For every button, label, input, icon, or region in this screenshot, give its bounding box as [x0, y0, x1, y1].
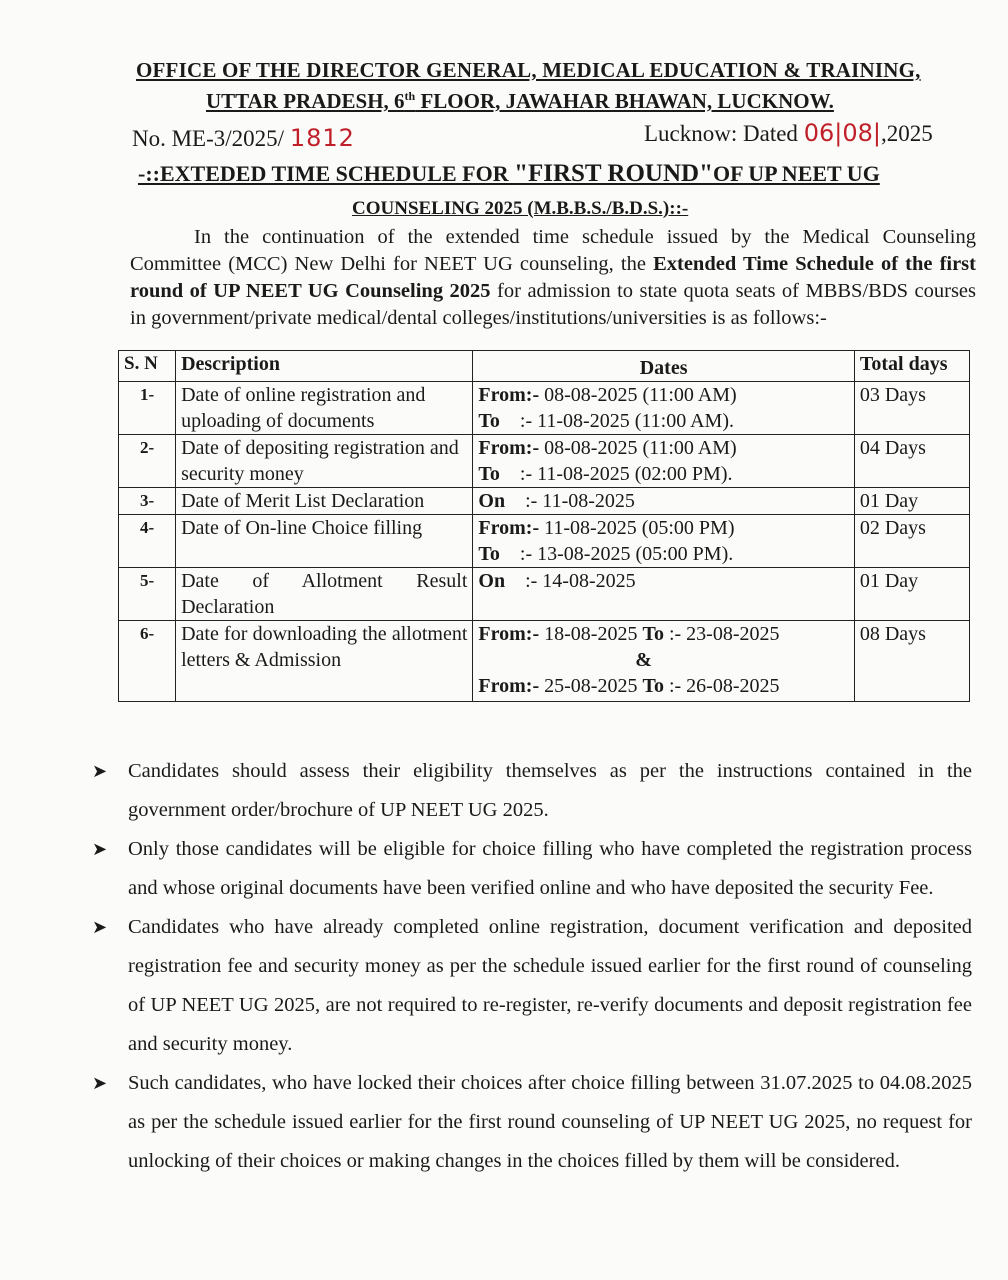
row-total-days: 01 Day: [854, 568, 969, 621]
list-item-text: Candidates who have already completed online registration, document verification and deposited registration fee and security money as per the schedule issued earlier for the first round of counseling of UP NEET UG 2025, are not required to re-register, re-verify documents and deposit registration fee and security money.: [128, 916, 972, 1055]
date-line: [478, 382, 848, 408]
table-row: [119, 515, 970, 568]
row-total-days: 02 Days: [854, 515, 969, 568]
row-dates: [473, 488, 854, 515]
notice-title-line1: [138, 160, 880, 188]
row-dates: [473, 435, 854, 488]
date-line: [478, 515, 848, 541]
notice-title-part3: OF UP NEET UG: [712, 161, 880, 186]
schedule-table: [118, 350, 970, 702]
date-label: From:-: [478, 437, 540, 459]
date-value: 25-08-2025: [539, 675, 643, 697]
date-label: To: [478, 410, 500, 432]
list-item: [92, 752, 972, 830]
list-item-text: Candidates should assess their eligibility themselves as per the instructions contained in the government order/brochure of UP NEET UG 2025.: [128, 760, 972, 821]
header-address-superscript: th: [404, 89, 416, 103]
handwritten-date: 06|08|: [803, 119, 881, 147]
date-value: 11-08-2025 (05:00 PM): [539, 517, 735, 539]
date-line: [478, 488, 848, 514]
date-line: [478, 621, 848, 647]
date-line: [478, 541, 848, 567]
date-label: To: [642, 623, 664, 645]
row-dates: [473, 382, 854, 435]
table-row: [119, 488, 970, 515]
date-line: [478, 461, 848, 487]
date-label: From:-: [478, 517, 540, 539]
list-item-text: Such candidates, who have locked their choices after choice filling between 31.07.2025 to 04.08.2025 as per the schedule issued earlier for the first round counseling of UP NEET UG 2025, no request for unlocking of their choices or making changes in the choices filled by them will be considered.: [128, 1072, 972, 1172]
header-address-part2: FLOOR, JAWAHAR BHAWAN, LUCKNOW.: [415, 89, 834, 113]
date-value: :- 11-08-2025 (11:00 AM).: [499, 410, 734, 432]
list-item: [92, 1064, 972, 1181]
row-description: Date of Allotment Result Declaration: [176, 568, 473, 621]
row-total-days: 01 Day: [854, 488, 969, 515]
row-serial-number: 2-: [119, 435, 176, 488]
reference-number-prefix: No. ME-3/2025/: [132, 126, 290, 151]
date-label: On: [478, 490, 506, 512]
date-value: :- 13-08-2025 (05:00 PM).: [499, 543, 734, 565]
date-line: [478, 568, 848, 594]
date-label: To: [478, 463, 500, 485]
reference-number: [132, 124, 355, 152]
date-label: To: [478, 543, 500, 565]
date-value: 08-08-2025 (11:00 AM): [539, 384, 737, 406]
table-row: [119, 621, 970, 702]
notice-title-part1: -::EXTEDED TIME SCHEDULE FOR: [138, 161, 515, 186]
header-dates: Dates: [473, 351, 854, 382]
date-value: :- 23-08-2025: [663, 623, 780, 645]
row-description: Date for downloading the allotment letters & Admission: [176, 621, 473, 702]
arrowhead-bullet-icon: ➤: [92, 917, 108, 938]
list-item: [92, 830, 972, 908]
row-dates: [473, 515, 854, 568]
row-total-days: 03 Days: [854, 382, 969, 435]
row-description: Date of Merit List Declaration: [176, 488, 473, 515]
date-value: :- 11-08-2025: [505, 490, 635, 512]
notice-title-line2: COUNSELING 2025 (M.B.B.S./B.D.S.)::-: [352, 198, 689, 219]
arrowhead-bullet-icon: ➤: [92, 839, 108, 860]
handwritten-reference-number: 1812: [289, 124, 355, 152]
date-label: From:-: [478, 675, 540, 697]
row-description: Date of depositing registration and security money: [176, 435, 473, 488]
table-row: [119, 382, 970, 435]
row-serial-number: 4-: [119, 515, 176, 568]
row-serial-number: 5-: [119, 568, 176, 621]
date-label: On: [478, 570, 506, 592]
row-serial-number: 3-: [119, 488, 176, 515]
notice-title-round: "FIRST ROUND": [514, 160, 713, 187]
header-total-days: Total days: [854, 351, 969, 382]
date-value: 18-08-2025: [539, 623, 643, 645]
date-label: From:-: [478, 623, 540, 645]
row-total-days: 08 Days: [854, 621, 969, 702]
row-dates: [473, 621, 854, 702]
intro-text-bold: Extended Time Schedule of the first round of UP NEET UG Counseling 2025: [130, 253, 976, 302]
intro-text-end: for admission to state quota seats of MBBS/BDS courses in government/private medical/dental colleges/institutions/universities is as follows:-: [130, 280, 976, 329]
row-serial-number: 6-: [119, 621, 176, 702]
table-header-row: [119, 351, 970, 382]
date-label: From:-: [478, 384, 540, 406]
row-serial-number: 1-: [119, 382, 176, 435]
table-row: [119, 435, 970, 488]
table-row: [119, 568, 970, 621]
date-value: :- 14-08-2025: [505, 570, 636, 592]
date-value: 08-08-2025 (11:00 AM): [539, 437, 737, 459]
intro-text-start: In the continuation of the extended time schedule issued by the Medical Counseling Committee (MCC) New Delhi for NEET UG counseling, the: [130, 226, 976, 275]
date-range-separator: &: [635, 649, 652, 671]
arrowhead-bullet-icon: ➤: [92, 1073, 108, 1094]
letter-date-year: ,2025: [880, 121, 933, 146]
row-description: Date of online registration and uploading of documents: [176, 382, 473, 435]
date-value: :- 26-08-2025: [663, 675, 780, 697]
letter-date: [644, 119, 933, 147]
header-description: Description: [176, 351, 473, 382]
header-sn: S. N: [119, 351, 176, 382]
office-header-line1: OFFICE OF THE DIRECTOR GENERAL, MEDICAL EDUCATION & TRAINING,: [136, 58, 921, 82]
letter-date-prefix: Lucknow: Dated: [644, 121, 804, 146]
row-description: Date of On-line Choice filling: [176, 515, 473, 568]
intro-paragraph: [130, 224, 976, 332]
date-line: [478, 408, 848, 434]
arrowhead-bullet-icon: ➤: [92, 761, 108, 782]
row-total-days: 04 Days: [854, 435, 969, 488]
date-label: To: [642, 675, 664, 697]
date-line: [478, 435, 848, 461]
notes-list: [92, 752, 972, 1181]
date-line: [478, 673, 848, 699]
list-item-text: Only those candidates will be eligible for choice filling who have completed the registration process and whose original documents have been verified online and who have deposited the security Fee.: [128, 838, 972, 899]
date-value: :- 11-08-2025 (02:00 PM).: [499, 463, 733, 485]
list-item: [92, 908, 972, 1064]
header-address-part1: UTTAR PRADESH, 6: [206, 89, 405, 113]
office-header-line2: [206, 89, 834, 114]
row-dates: [473, 568, 854, 621]
